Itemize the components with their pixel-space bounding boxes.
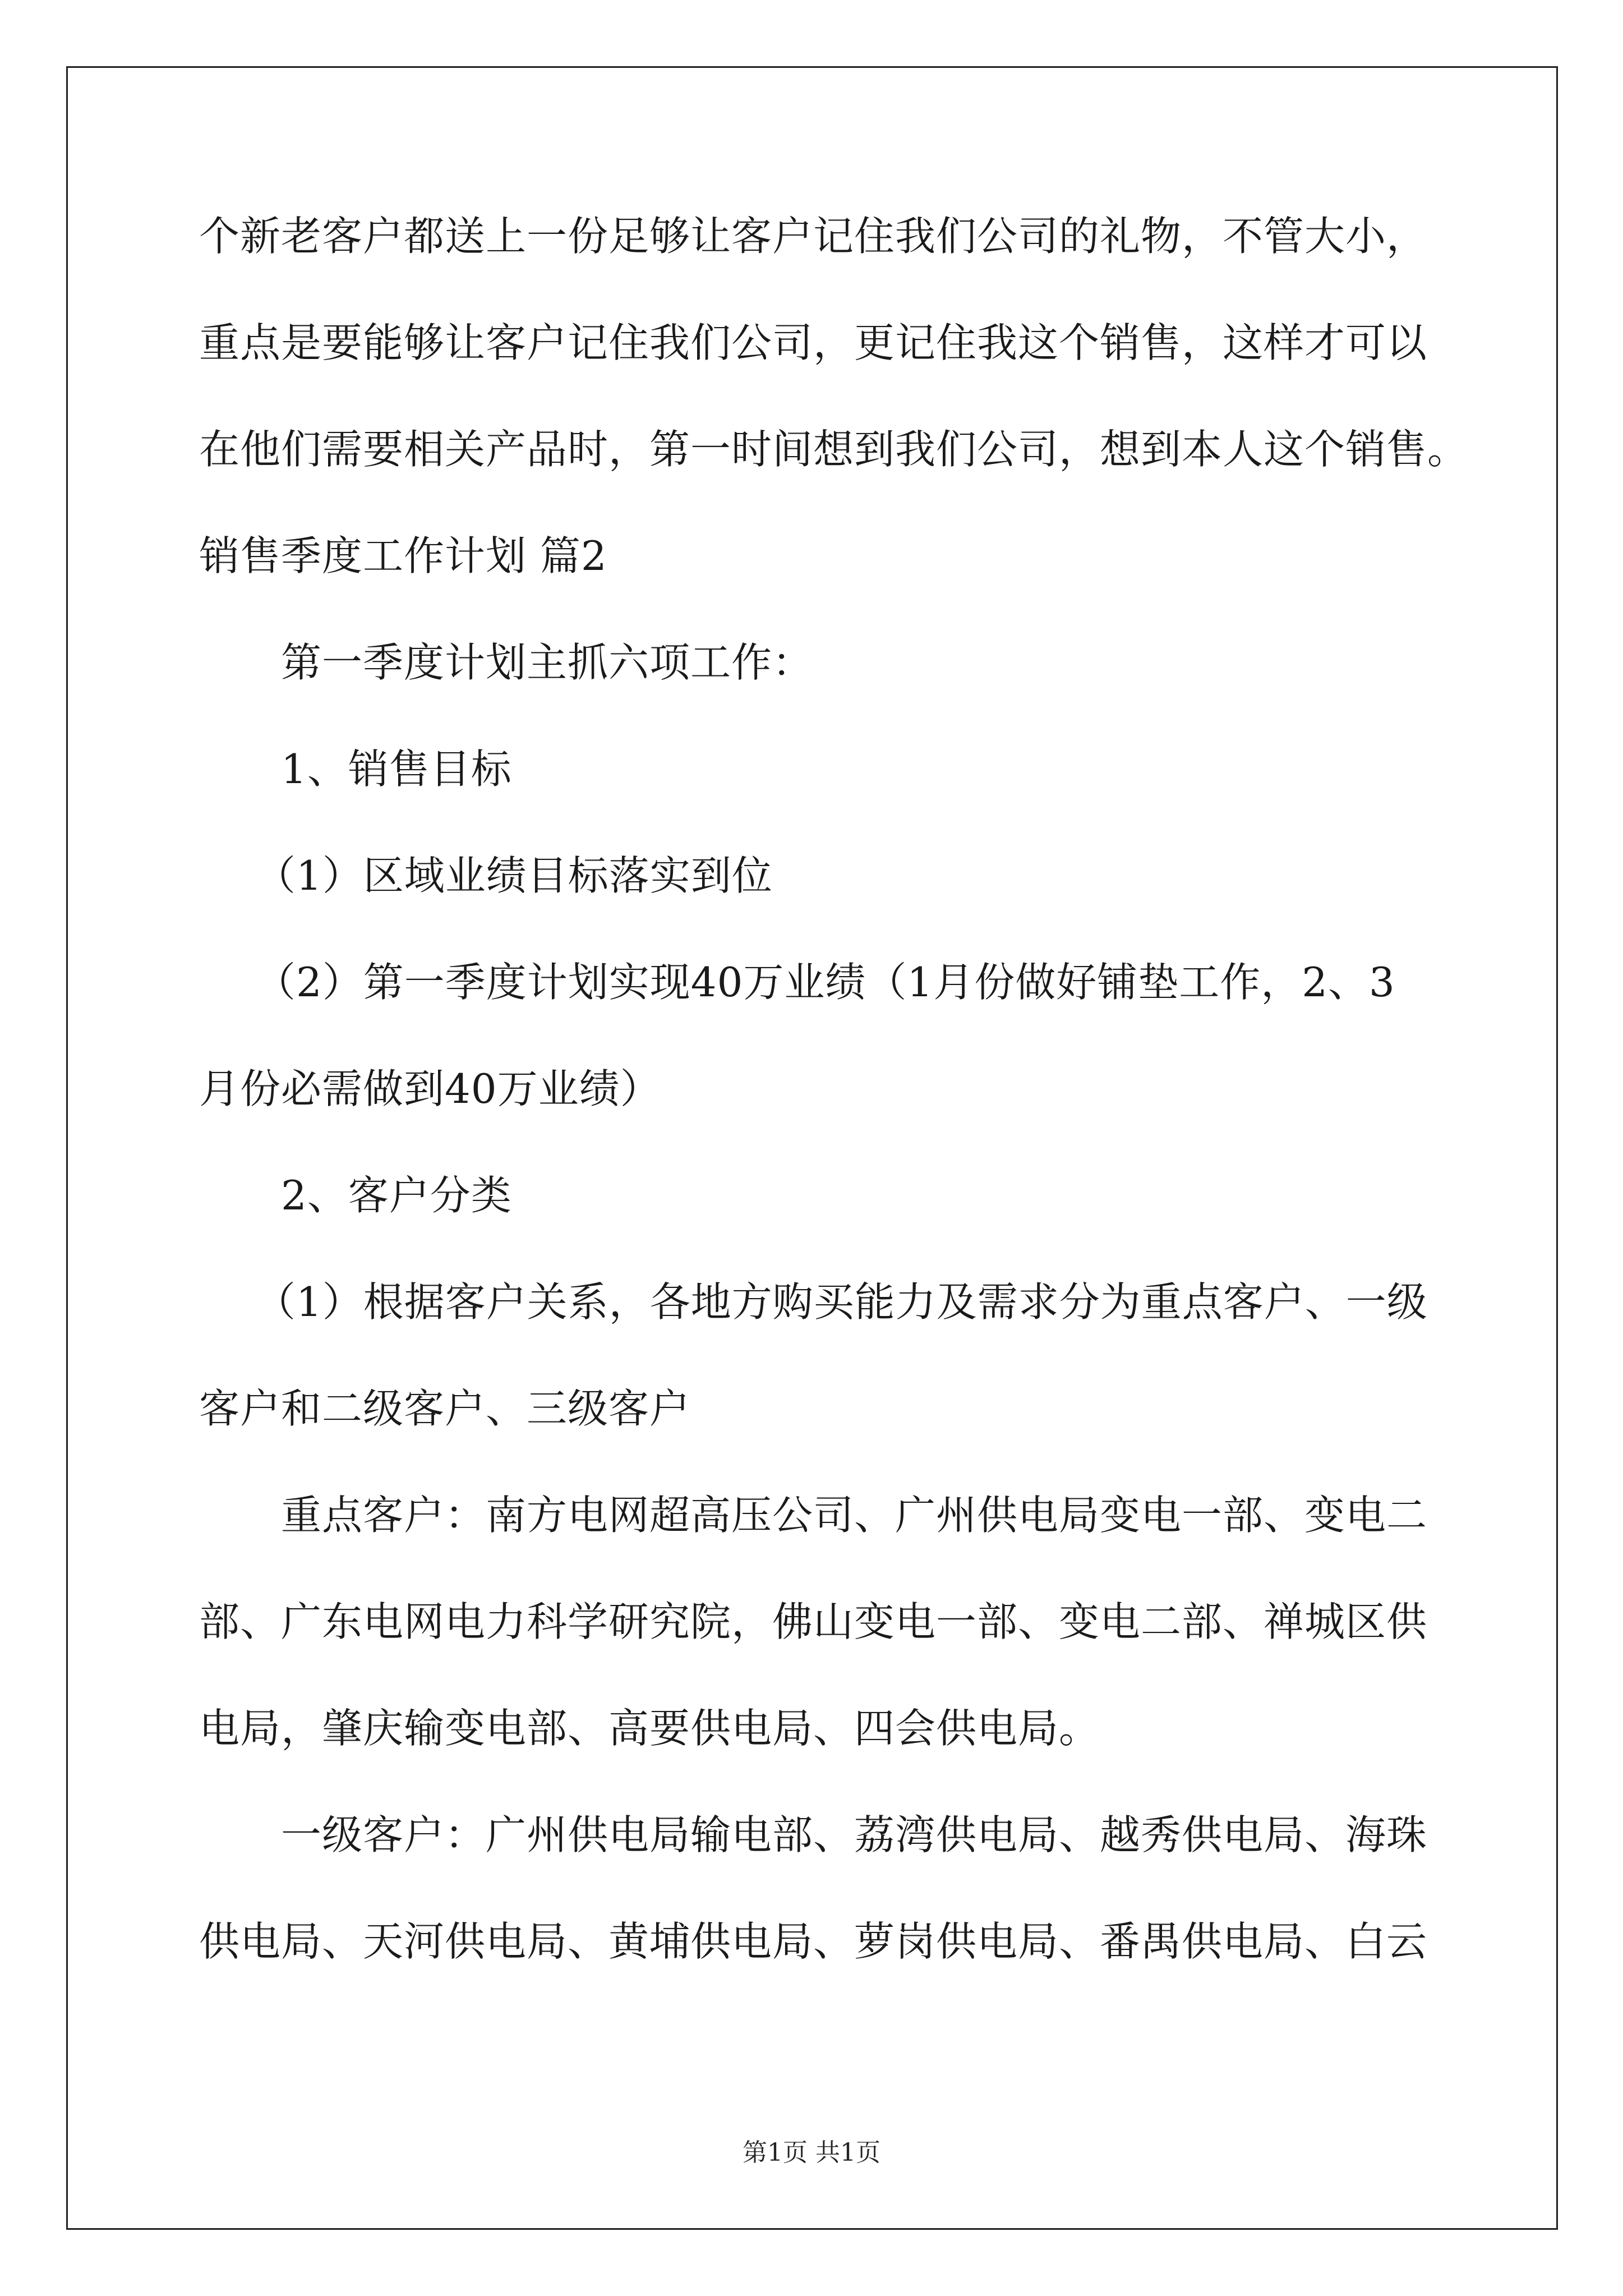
list-item: （1）区域业绩目标落实到位 [255,852,773,899]
paragraph-line: 电局，肇庆输变电部、高要供电局、四会供电局。 [199,1705,1100,1752]
page-footer: 第1页 共1页 [743,2138,880,2167]
paragraph-line: 供电局、天河供电局、黄埔供电局、萝岗供电局、番禺供电局、白云 [199,1918,1428,1965]
list-item: （2）第一季度计划实现40万业绩（1月份做好铺垫工作，2、3 [255,959,1395,1006]
list-item: （1）根据客户关系，各地方购买能力及需求分为重点客户、一级 [255,1278,1428,1326]
paragraph-line: 重点客户：南方电网超高压公司、广州供电局变电一部、变电二 [281,1492,1428,1539]
paragraph-line: 第一季度计划主抓六项工作： [281,639,814,686]
paragraph-line: 一级客户：广州供电局输电部、荔湾供电局、越秀供电局、海珠 [281,1811,1428,1858]
list-heading: 2、客户分类 [281,1172,512,1219]
list-heading: 1、销售目标 [281,746,512,793]
page-border [66,66,1558,2230]
paragraph-line: 月份必需做到40万业绩） [199,1065,661,1112]
paragraph-line: 重点是要能够让客户记住我们公司，更记住我这个销售，这样才可以 [199,319,1428,366]
section-heading: 销售季度工作计划 篇2 [199,532,607,579]
paragraph-line: 客户和二级客户、三级客户 [199,1385,691,1432]
paragraph-line: 个新老客户都送上一份足够让客户记住我们公司的礼物，不管大小， [199,213,1428,260]
paragraph-line: 在他们需要相关产品时，第一时间想到我们公司，想到本人这个销售。 [199,426,1469,473]
paragraph-line: 部、广东电网电力科学研究院，佛山变电一部、变电二部、禅城区供 [199,1598,1428,1645]
